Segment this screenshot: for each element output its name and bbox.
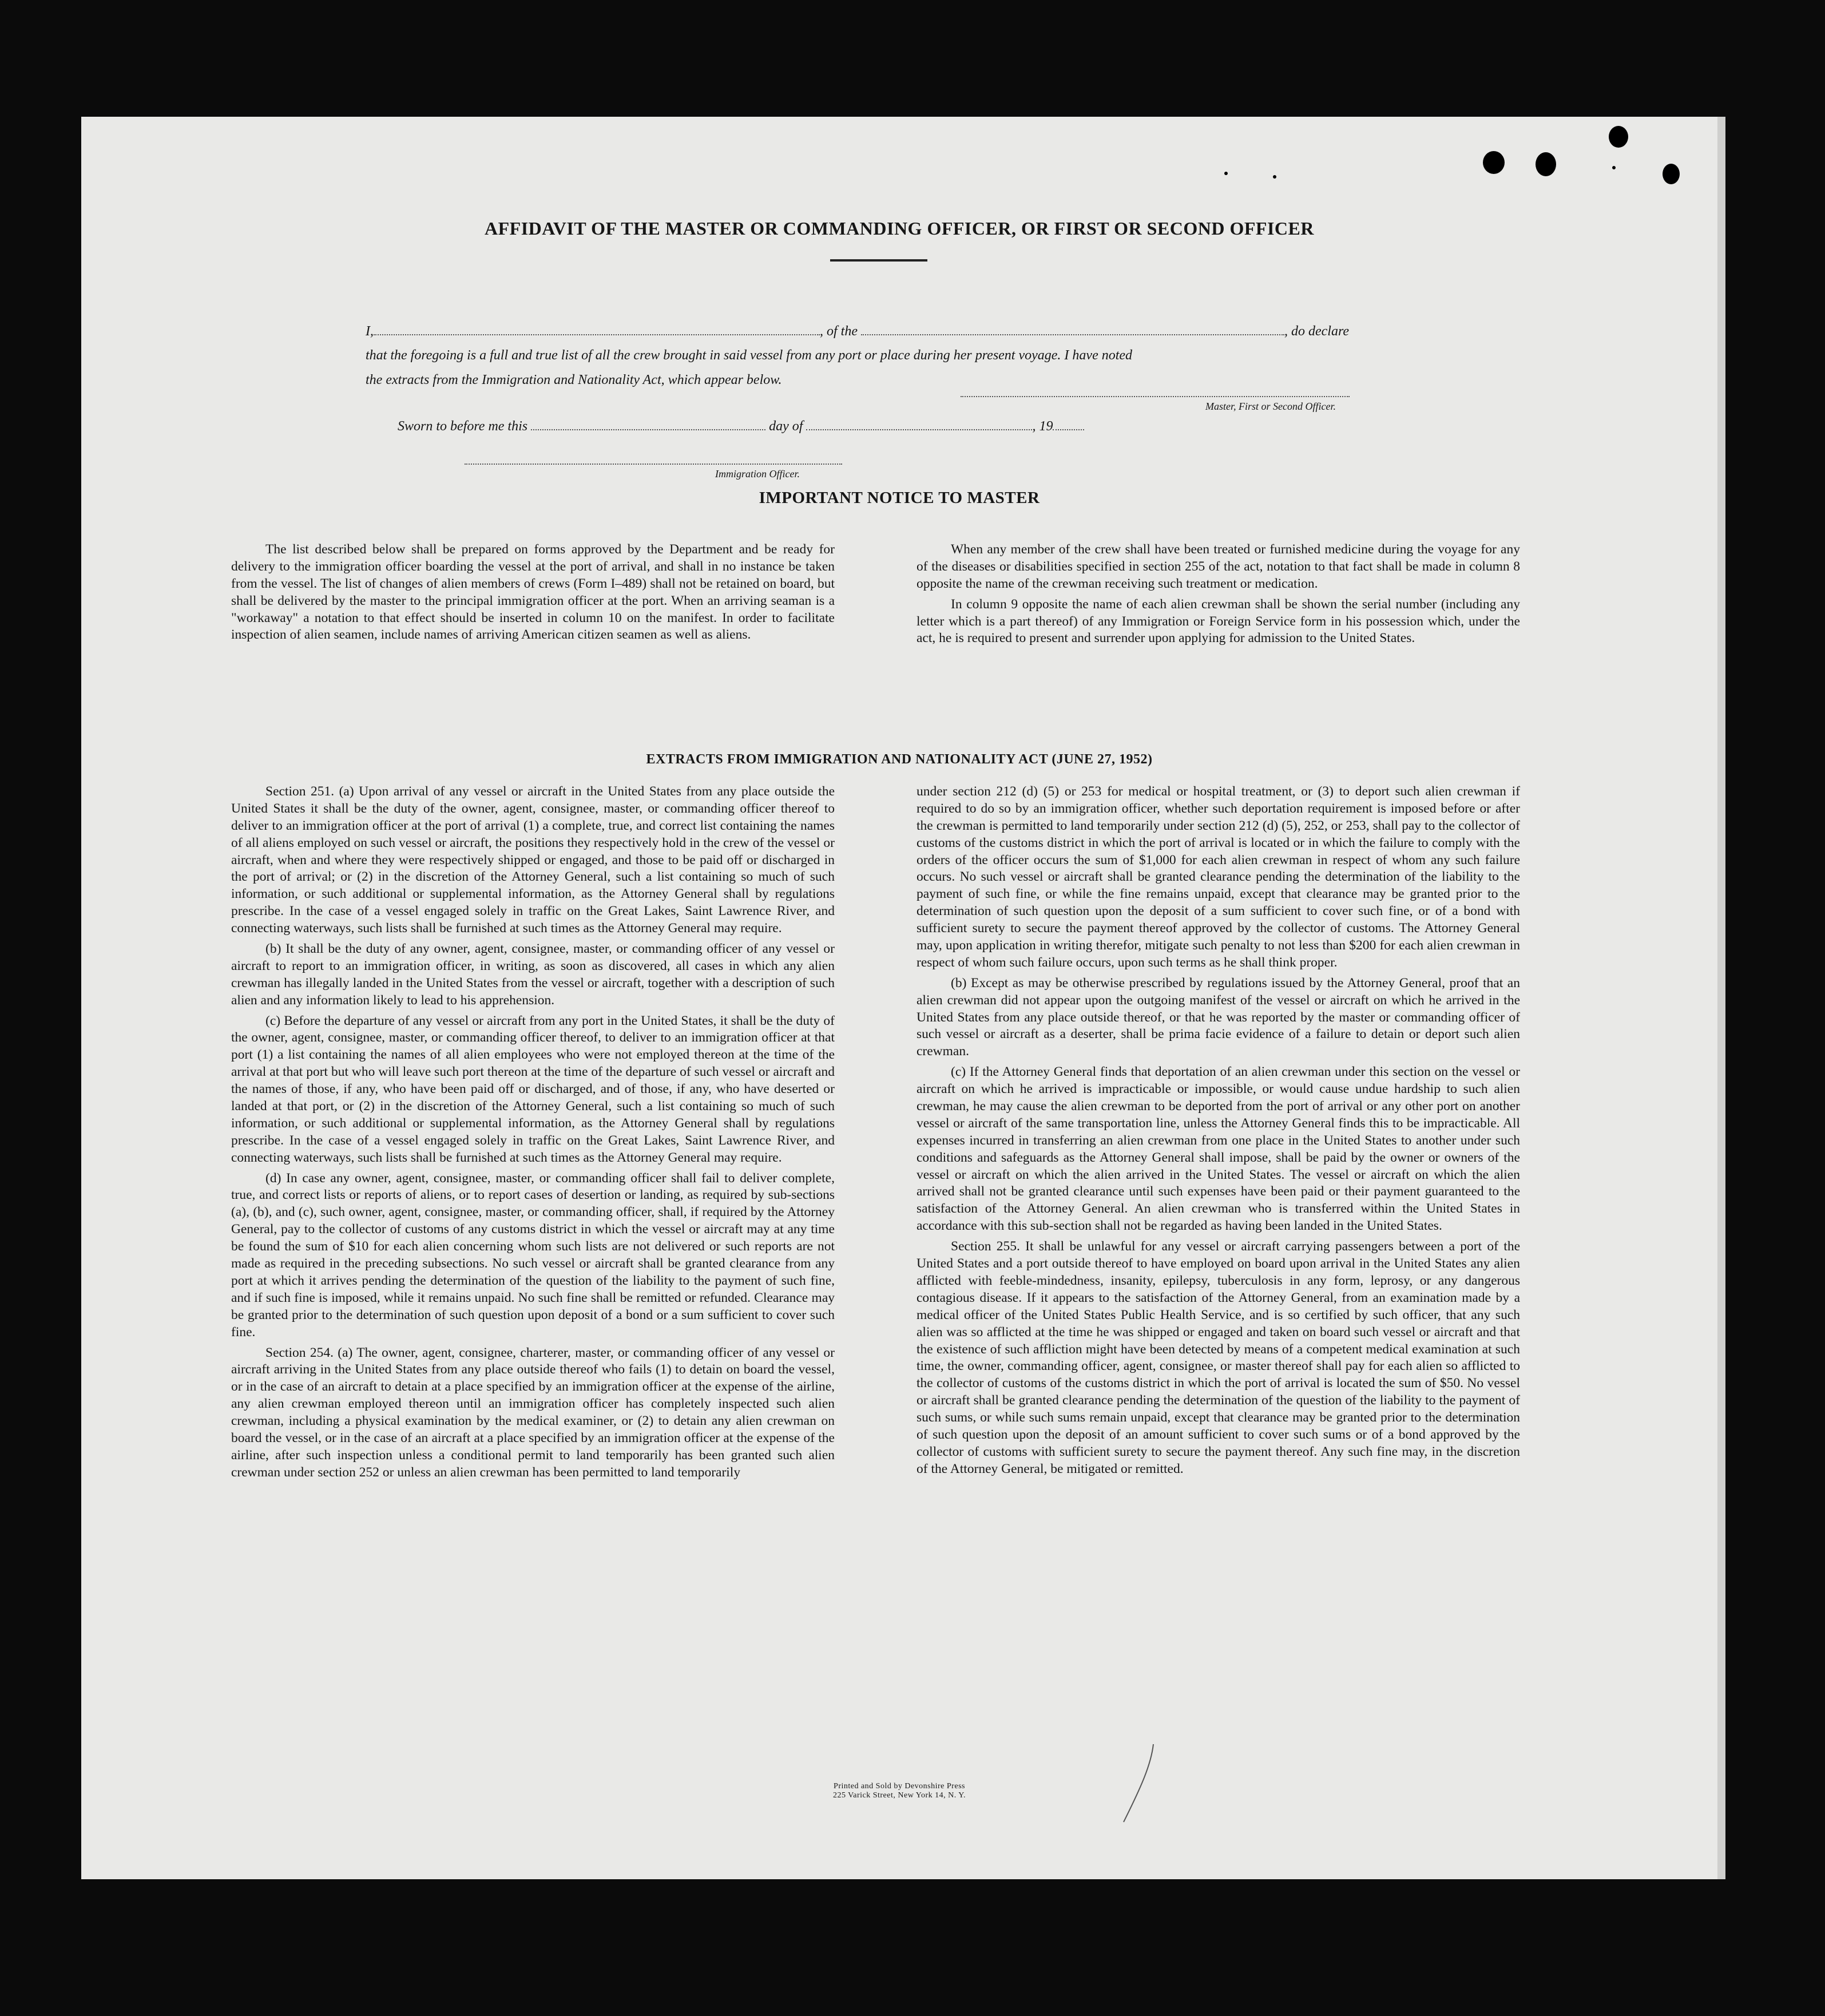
declaration-do-declare: , do declare xyxy=(1284,324,1350,339)
affidavit-title: AFFIDAVIT OF THE MASTER OR COMMANDING OFFICER, OR FIRST OR SECOND OFFICER xyxy=(485,218,1314,239)
ink-speck xyxy=(1536,152,1556,176)
title-underline xyxy=(830,259,927,262)
printer-imprint xyxy=(81,1782,1717,1800)
section-251-d: (d) In case any owner, agent, consignee, master, or commanding officer shall fail to deliver complete, true, and correct lists or reports of aliens, or to report cases of desertion or landing, as required by sub-sections (a), (b), and (c), such owner, agent, consignee, master, or commanding officer, shall, if required by the Attorney General, pay to the collector of customs of any customs district in which the vessel or aircraft may at any time be found the sum of $10 for each alien concerning whom such lists are not delivered or such reports are not made as required in the preceding subsections. No such vessel or aircraft shall be granted clearance from any port at which it arrives pending the determination of the question of the liability to the payment of such fine, and if such fine is imposed, while it remains unpaid. No such fine shall be remitted or refunded. Clearance may be granted prior to the determination of such question upon deposit of a bond or a sum sufficient to cover such fine. xyxy=(231,1170,835,1340)
section-254-a-continued: under section 212 (d) (5) or 253 for medical or hospital treatment, or (3) to deport such alien crewman if required to do so by an immigration officer, whether such deportation requirement is imposed before or after the crewman is permitted to land temporarily under section 212 (d) (5), 252, or 253, shall pay to the collector of customs of the customs district in which the port of arrival is located or in which the failure to comply with the orders of the officer occurs the sum of $1,000 for each alien crewman in respect of whom any such failure occurs. No such vessel or aircraft shall be granted clearance pending the determination of the liability to the payment of such fine, or while the fine remains unpaid, except that clearance may be granted prior to the determination of such question upon the deposit of a sum sufficient to cover such fine, or of a bond with sufficient surety to secure the payment thereof approved by the collector of customs. The Attorney General may, upon application in writing therefor, mitigate such penalty to not less than $200 for each alien crewman in respect of whom such failure occurs, upon such terms as he shall think proper. xyxy=(917,784,1520,970)
section-251-a: Section 251. (a) Upon arrival of any vessel or aircraft in the United States from any place outside the United States it shall be the duty of the owner, agent, consignee, master, or commanding officer thereof to deliver to an immigration officer at the port of arrival (1) a complete, true, and correct list containing the names of all aliens employed on such vessel or aircraft, the positions they respectively hold in the crew of the vessel or aircraft, when and where they were respectively shipped or engaged, and those to be paid off or discharged in the port of arrival; or (2) in the discretion of the Attorney General, such a list containing so much of such information, or such additional or supplemental information, as the Attorney General shall by regulations prescribe. In the case of a vessel engaged solely in traffic on the Great Lakes, Saint Lawrence River, and connecting waterways, such lists shall be furnished at such times as the Attorney General may require. xyxy=(231,784,835,936)
sworn-day-blank[interactable] xyxy=(531,429,765,430)
extracts-right-column xyxy=(917,783,1520,1482)
officer-caption: Immigration Officer. xyxy=(715,468,800,480)
year-label: , 19 xyxy=(1032,419,1053,434)
ink-speck xyxy=(1612,166,1616,169)
vessel-blank[interactable] xyxy=(861,334,1284,335)
declaration-line-1 xyxy=(366,324,1350,339)
sworn-month-blank[interactable] xyxy=(806,429,1032,430)
notice-left-column xyxy=(231,541,835,647)
master-signature-line[interactable] xyxy=(961,396,1350,397)
sworn-label: Sworn to before me this xyxy=(398,419,528,434)
section-251-c: (c) Before the departure of any vessel or aircraft from any port in the United States, it shall be the duty of the owner, agent, consignee, master, or commanding officer thereof, to deliver to an immigration officer at that port (1) a list containing the names of all alien employees who were not employed thereon at the time of the arrival at that port but who will leave such port thereon at the time of the departure of such vessel or aircraft and the names of those, if any, who have been paid off or discharged, and of those, if any, who have deserted or landed at that port, or (2) in the discretion of the Attorney General, such a list containing so much of such information, or such additional or supplemental information, as the Attorney General shall by regulations prescribe. In the case of a vessel engaged solely in traffic on the Great Lakes, Saint Lawrence River, and connecting waterways, such lists shall be furnished at such times as the Attorney General may require. xyxy=(231,1013,835,1165)
ink-speck xyxy=(1483,151,1505,174)
page-edge-shadow xyxy=(1717,117,1725,1879)
ink-speck xyxy=(1273,175,1276,179)
day-of-label: day of xyxy=(769,419,803,434)
ink-speck xyxy=(1609,126,1628,148)
declaration-i: I, xyxy=(366,324,374,339)
master-caption: Master, First or Second Officer. xyxy=(1205,401,1336,412)
extracts-left-column xyxy=(231,783,835,1485)
declaration-line-2: that the foregoing is a full and true list of all the crew brought in said vessel from any port or place during her present voyage. I have noted xyxy=(366,348,1133,363)
notice-right-column xyxy=(917,541,1520,651)
extracts-title: EXTRACTS FROM IMMIGRATION AND NATIONALITY ACT (JUNE 27, 1952) xyxy=(646,752,1153,767)
section-254-b: (b) Except as may be otherwise prescribed by regulations issued by the Attorney General, proof that an alien crewman did not appear upon the outgoing manifest of the vessel or aircraft on which he arrived in the United States from any place outside thereof, or that he was reported by the master or commanding officer of such vessel or aircraft as a deserter, shall be prima facie evidence of a failure to detain or deport such alien crewman. xyxy=(917,975,1520,1059)
document-page xyxy=(81,117,1717,1879)
declaration-line-3: the extracts from the Immigration and Nationality Act, which appear below. xyxy=(366,373,782,387)
ink-speck xyxy=(1224,172,1228,175)
section-254-a: Section 254. (a) The owner, agent, consignee, charterer, master, or commanding officer of any vessel or aircraft arriving in the United States from any place outside thereof who fails (1) to detain on board the vessel, or in the case of an aircraft to detain at a place specified by an immigration officer at the expense of the airline, any alien crewman employed thereon until an immigration officer has completely inspected such alien crewman, including a physical examination by the medical examiner, or (2) to detain any alien crewman on board the vessel, or in the case of an aircraft at a place specified by an immigration officer at the expense of the airline, after such inspection unless a conditional permit to land temporarily has been granted such alien crewman under section 252 or unless an alien crewman has been permitted to land temporarily xyxy=(231,1345,835,1480)
notice-right-paragraph-1: When any member of the crew shall have been treated or furnished medicine during the voyage for any of the diseases or disabilities specified in section 255 of the act, notation to that fact shall be made in column 8 opposite the name of the crewman receiving such treatment or medication. xyxy=(917,542,1520,591)
section-255: Section 255. It shall be unlawful for any vessel or aircraft carrying passengers between a port of the United States and a port outside thereof to have employed on board upon arrival in the United States any alien afflicted with feeble-mindedness, insanity, epilepsy, tuberculosis in any form, leprosy, or any dangerous contagious disease. If it appears to the satisfaction of the Attorney General, from an examination made by a medical officer of the United States Public Health Service, and is so certified by such officer, that any such alien was so afflicted at the time he was shipped or engaged and taken on board such vessel or aircraft and that the existence of such affliction might have been detected by means of a competent medical examination at such time, the owner, commanding officer, agent, consignee, or master thereof shall pay for each alien so afflicted to the collector of customs of the customs district in which the port of arrival is located the sum of $50. No vessel or aircraft shall be granted clearance pending the determination of the question of the liability to the payment of such sums, or while such sums remain unpaid, except that clearance may be granted prior to the determination of such question upon the deposit of an amount sufficient to cover such sums or of a bond approved by the collector of customs with sufficient surety to secure the payment thereof. Any such fine may, in the discretion of the Attorney General, be mitigated or remitted. xyxy=(917,1239,1520,1476)
name-blank[interactable] xyxy=(374,334,820,335)
notice-title: IMPORTANT NOTICE TO MASTER xyxy=(759,489,1040,507)
declaration-of-the: , of the xyxy=(820,324,858,339)
section-254-c: (c) If the Attorney General finds that deportation of an alien crewman under this section on the vessel or aircraft on which he arrived is impracticable or impossible, or would cause undue hardship to such alien crewman, he may cause the alien crewman to be deported from the port of arrival or any other port on another vessel or aircraft of the same transportation line, unless the Attorney General finds this to be impracticable. All expenses incurred in transferring an alien crewman from one place in the United States to another under such conditions and safeguards as the Attorney General shall impose, shall be paid by the owner or owners of the vessel or aircraft on which the alien arrived in the United States. The vessel or aircraft on which the alien arrived shall not be granted clearance until such expenses have been paid or their payment guaranteed to the satisfaction of the Attorney General. An alien crewman who is transferred within the United States in accordance with this sub-section shall not be regarded as having been landed in the United States. xyxy=(917,1064,1520,1234)
sworn-line xyxy=(398,419,1382,434)
notice-left-paragraph: The list described below shall be prepared on forms approved by the Department and be ready for delivery to the immigration officer boarding the vessel at the port of arrival, and shall in no instance be taken from the vessel. The list of changes of alien members of crews (Form I–489) shall not be retained on board, but shall be delivered by the master to the principal immigration officer at the port. When an arriving seaman is a "workaway" a notation to that effect should be inserted in column 10 on the manifest. In order to facilitate inspection of alien seamen, include names of arriving American citizen seamen as well as aliens. xyxy=(231,542,835,643)
officer-signature-line[interactable] xyxy=(465,464,842,465)
printer-line-2: 225 Varick Street, New York 14, N. Y. xyxy=(832,1791,966,1800)
section-251-b: (b) It shall be the duty of any owner, agent, consignee, master, or commanding officer of any vessel or aircraft to report to an immigration officer, in writing, as soon as discovered, all cases in which any alien crewman has illegally landed in the United States from the vessel or aircraft, together with a description of such alien and any information likely to lead to his apprehension. xyxy=(231,941,835,1008)
notice-right-paragraph-2: In column 9 opposite the name of each alien crewman shall be shown the serial number (including any letter which is a part thereof) of any Immigration or Foreign Service form in his possession which, under the act, he is required to present and surrender upon applying for admission to the United States. xyxy=(917,596,1520,646)
sworn-year-blank[interactable] xyxy=(1053,429,1084,430)
ink-speck xyxy=(1663,164,1680,184)
printer-line-1: Printed and Sold by Devonshire Press xyxy=(834,1782,965,1791)
